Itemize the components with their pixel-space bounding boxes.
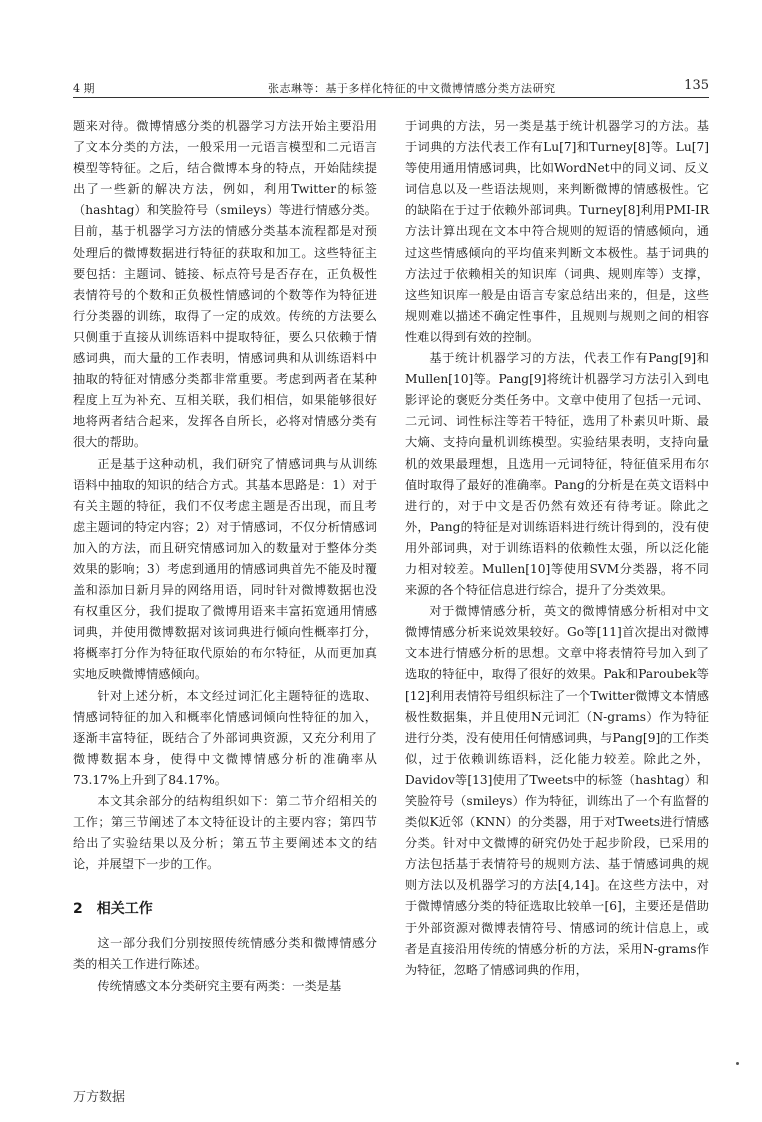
page-header: [73, 76, 709, 96]
issue-label: 4 期: [73, 82, 95, 95]
paragraph: 这一部分我们分别按照传统情感分类和微博情感分类的相关工作进行陈述。: [73, 936, 377, 972]
paragraph: 对于微博情感分析，英文的微博情感分析相对中文微博情感分析来说效果较好。Go等[11]首次提出对微博文本进行情感分析的思想。文章中将表情符号加入到了选取的特征中，取得了很好的效果。Pak和Paroubek等[12]利用表情符号组织标注了一个Twitter微博文本情感极性数据集，并且使用N元词汇（N-grams）作为特征进行分类，没有使用任何情感词典，与Pang[9]的工作类似，过于依赖训练语料，泛化能力较差。除此之外，Davidov等[13]使用了Tweets中的标签（hashtag）和笑脸符号（smileys）作为特征，训练出了一个有监督的类似K近邻（KNN）的分类器，用于对Tweets进行情感分类。针对中文微博的研究仍处于起步阶段，已采用的方法包括基于表情符号的规则方法、基于情感词典的规则方法以及机器学习的方法[4,14]。在这些方法中，对于微博情感分类的特征选取比较单一[6]，主要还是借助于外部资源对微博表情符号、情感词的统计信息上，或者是直接沿用传统的情感分析的方法，采用N-grams作为特征，忽略了情感词典的作用，: [405, 604, 709, 977]
section-number: 2: [73, 901, 83, 918]
paragraph: 于词典的方法，另一类是基于统计机器学习的方法。基于词典的方法代表工作有Lu[7]和Turney[8]等。Lu[7]等使用通用情感词典，比如WordNet中的同义词、反义词信息以及一些语法规则，来判断微博的情感极性。它的缺陷在于过于依赖外部词典。Turney[8]利用PMI-IR方法计算出现在文本中符合规则的短语的情感倾向，通过这些情感倾向的平均值来判断文本极性。基于词典的方法过于依赖相关的知识库（词典、规则库等）支撑，这些知识库一般是由语言专家总结出来的，但是，这些规则难以描述不确定性事件，且规则与规则之间的相容性难以得到有效的控制。: [405, 119, 709, 344]
paragraph: 题来对待。微博情感分类的机器学习方法开始主要沿用了文本分类的方法，一般采用一元语言模型和二元语言模型等特征。之后，结合微博本身的特点，开始陆续提出了一些新的解决方法，例如，利用Twitter的标签（hashtag）和笑脸符号（smileys）等进行情感分类。目前，基于机器学习方法的情感分类基本流程都是对预处理后的微博数据进行特征的获取和加工。这些特征主要包括：主题词、链接、标点符号是否存在，正负极性表情符号的个数和正负极性情感词的个数等作为特征进行分类器的训练，取得了一定的成效。传统的方法要么只侧重于直接从训练语料中提取特征，要么只依赖于情感词典，而大量的工作表明，情感词典和从训练语料中抽取的特征对情感分类都非常重要。考虑到两者在某种程度上互为补充、互相关联，我们相信，如果能够很好地将两者结合起来，发挥各自所长，必将对情感分类有很大的帮助。: [73, 119, 377, 450]
left-column: [73, 116, 377, 997]
paragraph: 基于统计机器学习的方法，代表工作有Pang[9]和Mullen[10]等。Pang[9]将统计机器学习方法引入到电影评论的褒贬分类任务中。文章中使用了包括一元词、二元词、词性标注等若干特征，选用了朴素贝叶斯、最大熵、支持向量机训练模型。实验结果表明，支持向量机的效果最理想，且选用一元词特征，特征值采用布尔值时取得了最好的准确率。Pang的分析是在英文语料中进行的，对于中文是否仍然有效还有待考证。除此之外，Pang的特征是对训练语料进行统计得到的，没有使用外部词典，对于训练语料的依赖性太强，所以泛化能力相对较差。Mullen[10]等使用SVM分类器，将不同来源的各个特征信息进行综合，提升了分类效果。: [405, 351, 709, 598]
right-column: [405, 116, 709, 981]
paragraph: 本文其余部分的结构组织如下：第二节介绍相关的工作；第三节阐述了本文特征设计的主要内容；第四节给出了实验结果以及分析；第五节主要阐述本文的结论，并展望下一步的工作。: [73, 794, 377, 872]
watermark: 万方数据: [73, 1090, 126, 1105]
paragraph: 正是基于这种动机，我们研究了情感词典与从训练语料中抽取的知识的结合方式。其基本思路是：1）对于有关主题的特征，我们不仅考虑主题是否出现，而且考虑主题词的特定内容；2）对于情感词，不仅分析情感词加入的方法，而且研究情感词加入的数量对于整体分类效果的影响；3）考虑到通用的情感词典首先不能及时覆盖和添加日新月异的网络用语，同时针对微博数据也没有权重区分，我们提取了微博用语来丰富拓宽通用情感词典，并使用微博数据对该词典进行倾向性概率打分，将概率打分作为特征取代原始的布尔特征，从而更加真实地反映微博情感倾向。: [73, 456, 377, 682]
paragraph: 传统情感文本分类研究主要有两类：一类是基: [97, 978, 342, 993]
header-rule: [73, 97, 709, 98]
running-title: 张志琳等：基于多样化特征的中文微博情感分类方法研究: [268, 82, 556, 95]
section-title: 相关工作: [96, 901, 153, 918]
page-number: 135: [684, 78, 709, 93]
scan-dot: [736, 1062, 739, 1065]
section-heading: [73, 899, 377, 919]
paragraph: 针对上述分析，本文经过词汇化主题特征的选取、情感词特征的加入和概率化情感词倾向性特征的加入，逐渐丰富特征，既结合了外部词典资源，又充分利用了微博数据本身，使得中文微博情感分析的准确率从73.17%上升到了84.17%。: [73, 688, 377, 787]
